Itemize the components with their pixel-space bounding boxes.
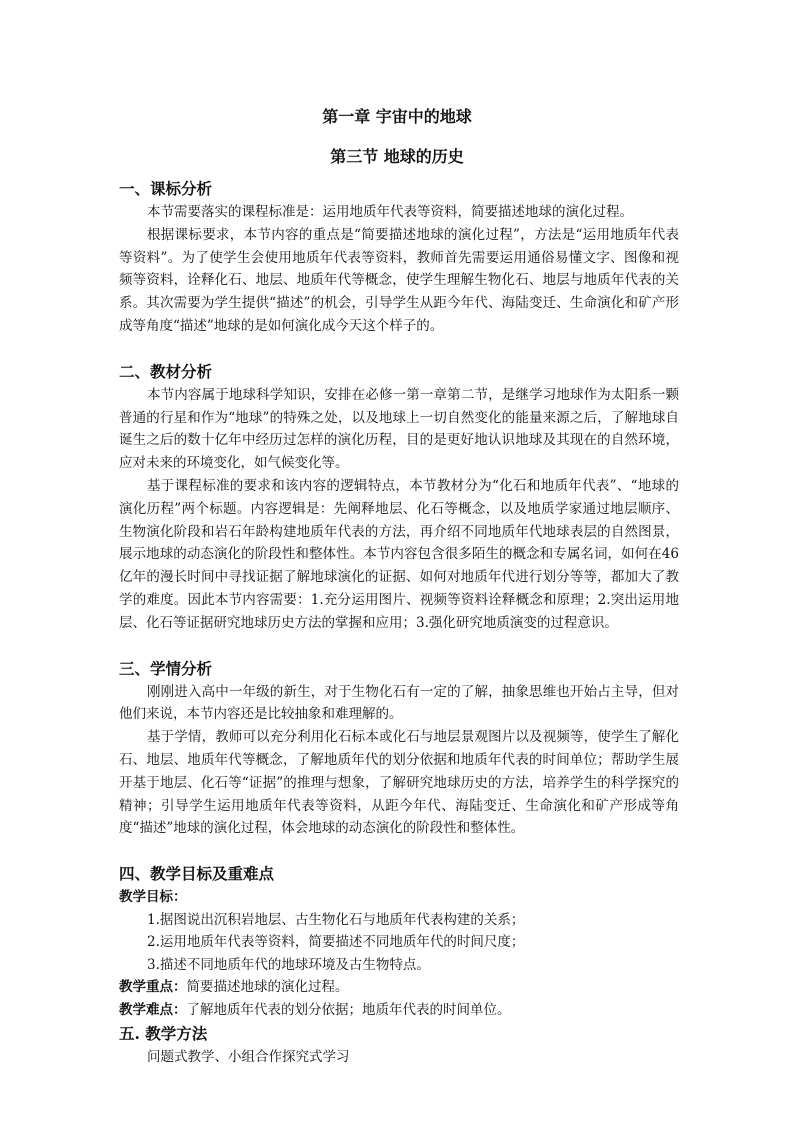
key-point-line — [119, 976, 679, 999]
section-curriculum-analysis — [119, 176, 679, 338]
section-teaching-methods — [119, 1021, 679, 1069]
paragraph: 基于学情，教师可以充分利用化石标本或化石与地层景观图片以及视频等，使学生了解化石、地层、地质年代等概念，了解地质年代的划分依据和地质年代表的时间单位；帮助学生展开基于地层、化石等“证据”的推理与想象，了解研究地球历史的方法，培养学生的科学探究的精神；引导学生运用地质年代表等资料，从距今年代、海陆变迁、生命演化和矿产形成等角度“描述”地球的演化过程，体会地球的动态演化的阶段性和整体性。 — [119, 729, 679, 837]
section-heading: 二、教材分析 — [119, 361, 213, 381]
goals-label: 教学目标： — [119, 889, 187, 906]
chapter-title: 第一章 宇宙中的地球 — [322, 107, 472, 126]
section-heading: 五. 教学方法 — [119, 1024, 208, 1044]
section-student-analysis — [119, 656, 679, 841]
paragraph: 刚刚进入高中一年级的新生，对于生物化石有一定的了解，抽象思维也开始占主导，但对他们来说，本节内容还是比较抽象和难理解的。 — [119, 683, 679, 723]
section-teaching-goals — [119, 861, 679, 1021]
section-heading: 一、课标分析 — [119, 179, 213, 198]
paragraph: 本节需要落实的课程标准是：运用地质年代表等资料，简要描述地球的演化过程。 — [147, 204, 633, 220]
goal-item: 1.据图说出沉积岩地层、古生物化石与地质年代表构建的关系； — [147, 911, 525, 928]
goal-item: 3.描述不同地质年代的地球环境及古生物特点。 — [147, 956, 430, 973]
paragraph: 根据课标要求，本节内容的重点是“简要描述地球的演化过程”，方法是“运用地质年代表等资料”。为了使学生会使用地质年代表等资料，教师首先需要运用通俗易懂文字、图像和视频等资料，诠释化石、地层、地质年代等概念，使学生理解生物化石、地层与地质年代表的关系。其次需要为学生提供“描述”的机会，引导学生从距今年代、海陆变迁、生命演化和矿产形成等角度“描述”地球的是如何演化成今天这个样子的。 — [119, 226, 679, 334]
paragraph: 问题式教学、小组合作探究式学习 — [147, 1049, 350, 1066]
paragraph: 基于课程标准的要求和该内容的逻辑特点，本节教材分为“化石和地质年代表”、“地球的演化历程”两个标题。内容逻辑是：先阐释地层、化石等概念，以及地质学家通过地层顺序、生物演化阶段和岩石年龄构建地质年代表的方法，再介绍不同地质年代地球表层的自然图景，展示地球的动态演化的阶段性和整体性。本节内容包含很多陌生的概念和专属名词，如何在46亿年的漫长时间中寻找证据了解地球演化的证据、如何对地质年代进行划分等等，都加大了教学的难度。因此本节内容需要：1.充分运用图片、视频等资料诠释概念和原理；2.突出运用地层、化石等证据研究地球历史方法的掌握和应用；3.强化研究地质演变的过程意识。 — [119, 477, 679, 631]
section-heading: 三、学情分析 — [119, 658, 213, 678]
goals-label-line — [119, 886, 679, 909]
goal-item: 2.运用地质年代表等资料，简要描述不同地质年代的时间尺度； — [147, 934, 525, 951]
key-point-text: 简要描述地球的演化过程。 — [186, 979, 349, 996]
section-textbook-analysis — [119, 359, 679, 635]
section-title: 第三节 地球的历史 — [330, 147, 464, 166]
paragraph: 本节内容属于地球科学知识，安排在必修一第一章第二节，是继学习地球作为太阳系一颗普通的行星和作为“地球”的特殊之处，以及地球上一切自然变化的能量来源之后，了解地球自诞生之后的数十亿年中经历过怎样的演化历程，目的是更好地认识地球及其现在的自然环境，应对未来的环境变化，如气候变化等。 — [119, 386, 679, 472]
difficulty-line — [119, 999, 679, 1022]
difficulty-label: 教学难点： — [119, 1001, 187, 1018]
key-point-label: 教学重点： — [119, 979, 187, 996]
document-body — [119, 176, 679, 1069]
difficulty-text: 了解地质年代表的划分依据；地质年代表的时间单位。 — [186, 1001, 511, 1018]
section-heading: 四、教学目标及重难点 — [119, 864, 275, 884]
